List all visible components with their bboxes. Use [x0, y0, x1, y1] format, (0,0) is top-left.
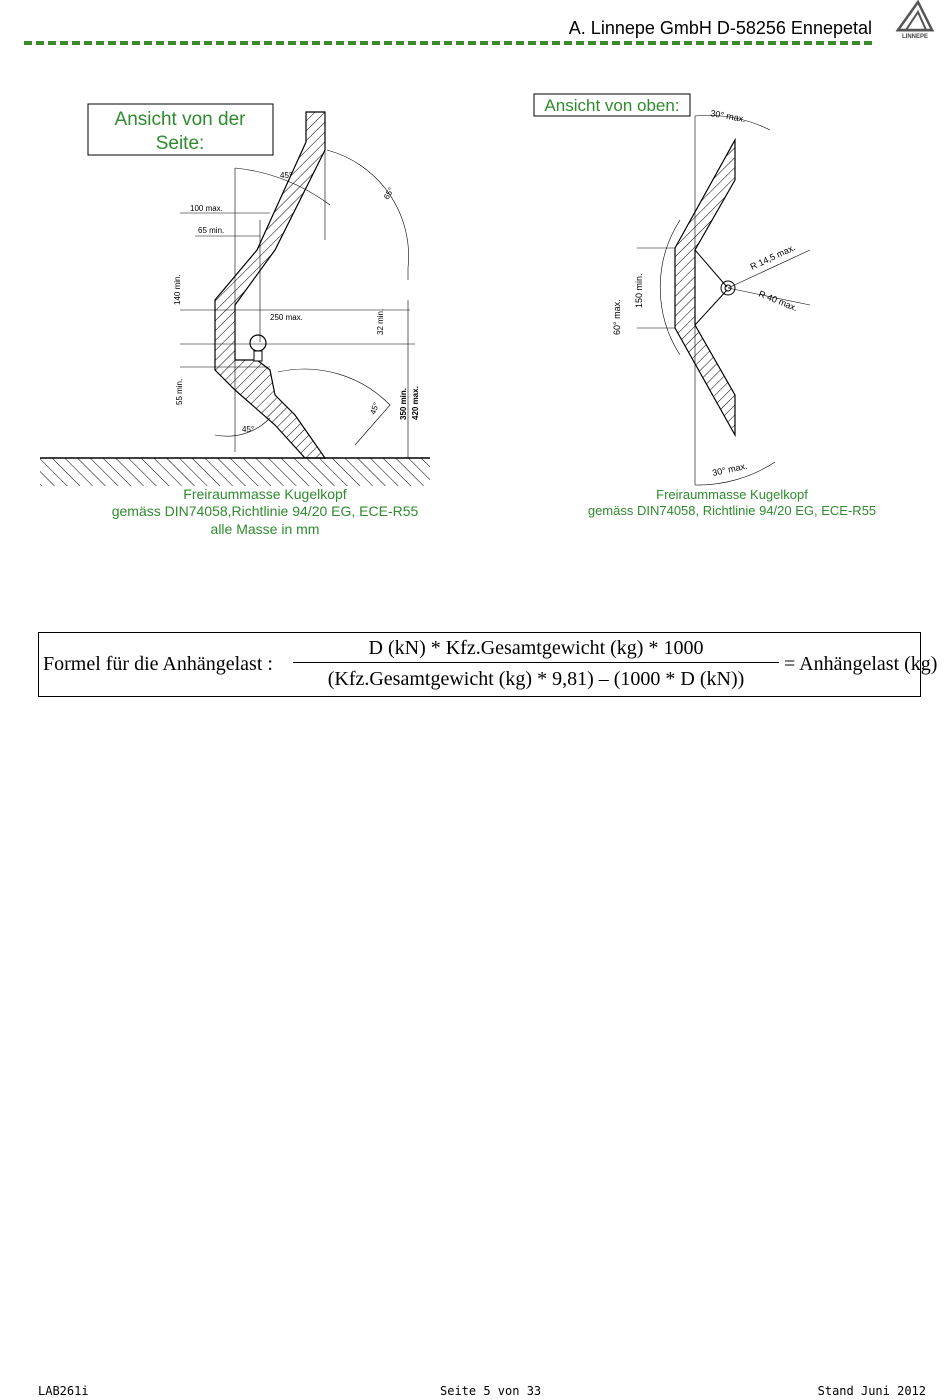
- footer-doc-id: LAB261i: [38, 1384, 89, 1398]
- formula-result: = Anhängelast (kg): [784, 653, 938, 675]
- dim-65-angle: 65°: [381, 186, 396, 201]
- fraction-bar: [293, 662, 779, 663]
- logo-text: LINNEPE: [901, 34, 929, 40]
- tow-ball: [250, 335, 266, 351]
- dim-45-right: 45°: [368, 401, 382, 416]
- top-view: [534, 94, 876, 518]
- top-caption-line1: Freiraummasse Kugelkopf: [656, 487, 808, 502]
- side-caption-line3: alle Masse in mm: [210, 521, 320, 537]
- side-view-title-line1: Ansicht von der: [114, 109, 246, 130]
- header-company: A. Linnepe GmbH D-58256 Ennepetal: [568, 18, 872, 38]
- formula-numerator: D (kN) * Kfz.Gesamtgewicht (kg) * 1000: [368, 637, 704, 659]
- formula-box: [38, 632, 938, 697]
- header-dashed-rule: [24, 41, 872, 45]
- dim-55-min: 55 min.: [175, 378, 184, 405]
- dim-45-bottom: 45°: [242, 425, 255, 434]
- formula-fraction: [293, 635, 779, 693]
- dim-r14-5: R 14,5 max.: [748, 242, 797, 272]
- side-caption-line2: gemäss DIN74058,Richtlinie 94/20 EG, ECE-R55: [111, 503, 419, 519]
- tow-bar-profile: [215, 112, 325, 458]
- formula-denominator: (Kfz.Gesamtgewicht (kg) * 9,81) – (1000 * D (kN)): [327, 668, 745, 690]
- dim-65-min: 65 min.: [198, 226, 225, 235]
- top-view-title: Ansicht von oben:: [544, 96, 680, 115]
- dim-32-min: 32 min.: [376, 308, 385, 335]
- side-view-title-line2: Seite:: [155, 133, 205, 154]
- dim-45-top: 45°: [280, 171, 293, 180]
- dim-420-max: 420 max.: [411, 386, 420, 420]
- dim-140-min: 140 min.: [173, 274, 182, 305]
- dim-r40: R 40 max.: [757, 288, 800, 314]
- technical-drawing: [30, 80, 930, 550]
- dim-30-bottom: 30° max.: [711, 460, 749, 478]
- side-view: [40, 104, 430, 537]
- formula-label: Formel für die Anhängelast :: [43, 653, 273, 675]
- dim-350-min: 350 min.: [399, 387, 408, 420]
- footer-date: Stand Juni 2012: [817, 1384, 926, 1398]
- side-caption-line1: Freiraummasse Kugelkopf: [183, 486, 347, 502]
- top-caption-line2: gemäss DIN74058, Richtlinie 94/20 EG, ECE-R55: [587, 503, 877, 518]
- top-view-bar: [675, 140, 735, 435]
- ground-hatch: [40, 458, 430, 486]
- footer-page-number: Seite 5 von 33: [440, 1384, 542, 1398]
- dim-100-max: 100 max.: [190, 204, 223, 213]
- dim-30-top: 30° max.: [709, 108, 747, 125]
- dim-250-max: 250 max.: [270, 313, 303, 322]
- dim-150-min: 150 min.: [634, 273, 644, 308]
- linnepe-logo: [890, 0, 940, 40]
- dim-60-max: 60° max.: [612, 299, 622, 335]
